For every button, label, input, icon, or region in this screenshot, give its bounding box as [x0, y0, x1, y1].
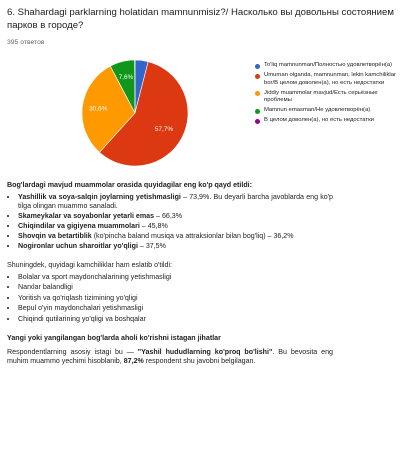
problems-intro: Bog'lardagi mavjud muammolar orasida quyidagilar eng ko'p qayd etildi:: [7, 181, 253, 189]
shortcoming-item: • Chiqindi qutilarining yo'qligi va boshqalar: [18, 315, 333, 324]
shortcoming-item: • Narxlar balandligi: [18, 283, 333, 292]
legend-label: Umuman olganda, mamnunman, lekin kamchiliklar bor/В целом доволен(а), но есть недостатки: [264, 71, 396, 86]
legend-swatch-icon: [255, 74, 260, 79]
legend-item-2[interactable]: [255, 90, 400, 105]
question-card: [0, 0, 400, 172]
legend-item-0[interactable]: [255, 62, 400, 70]
shortcomings-list: [7, 273, 333, 324]
legend-swatch-icon: [255, 119, 260, 124]
shortcoming-item: • Yoritish va qo'riqlash tizimining yo'qligi: [18, 294, 333, 303]
legend-item-4[interactable]: [255, 117, 400, 125]
pie-label-1: 57,7%: [154, 125, 174, 133]
problem-item: • Chiqindilar va gigiyena muammolari – 45,8%: [18, 222, 333, 231]
shortcoming-item: • Bolalar va sport maydonchalarining yetishmasligi: [18, 273, 333, 282]
response-count: 395 ответов: [7, 39, 45, 46]
pie-label-2: 30,6%: [89, 105, 108, 113]
legend-label: Jiddiy muammolar mavjud/Есть серьёзные проблемы: [264, 89, 378, 104]
report-text: [7, 181, 333, 366]
problem-item: • Nogironlar uchun sharoitlar yo'qligi – 37,5%: [18, 242, 333, 251]
pie-chart: [80, 58, 190, 168]
problems-list: [7, 193, 333, 251]
section-heading: Yangi yoki yangilangan bog'larda aholi ko'rishni istagan jihatlar: [7, 333, 221, 342]
shortcomings-intro: Shuningdek, quyidagi kamchiliklar ham eslatib o'tildi:: [7, 261, 172, 269]
closing-paragraph: Respondentlarning asosiy istagi bu — "Yashil hududlarning ko'proq bo'lishi". Bu bevosita eng muhim muammo yechimi hisoblanib, 87,2% respondent shu javobni belgilagan.: [7, 347, 333, 365]
shortcoming-item: • Bepul o'yin maydonchalari yetishmasligi: [18, 304, 333, 313]
legend-swatch-icon: [255, 109, 260, 114]
legend-swatch-icon: [255, 91, 260, 96]
legend-item-1[interactable]: [255, 72, 400, 87]
problem-item: • Skameykalar va soyabonlar yetarli emas – 66,3%: [18, 212, 333, 221]
problem-item: • Shovqin va betartiblik (ko'pincha baland musiqa va attraksionlar bilan bog'liq) – 36,2%: [18, 232, 333, 241]
legend-label: Mamnun emasman/Не удовлетворён(а): [264, 107, 371, 114]
question-title: 6. Shahardagi parklarning holatidan mamnunmisiz?/ Насколько вы довольны состоянием парков в городе?: [7, 7, 394, 31]
legend-swatch-icon: [255, 64, 260, 69]
chart-legend: [255, 62, 400, 127]
legend-label: To'liq mamnunman/Полностью удовлетворён(а): [264, 62, 393, 68]
legend-label: В целом доволен(а), но есть недостатки: [264, 117, 374, 124]
pie-label-3: 7,6%: [118, 74, 134, 82]
legend-item-3[interactable]: [255, 107, 400, 115]
problem-item: • Yashillik va soya-salqin joylarning yetishmasligi – 73,9%. Bu deyarli barcha javoblarda eng ko'p tilga olingan muammo sanaladi.: [18, 193, 333, 211]
